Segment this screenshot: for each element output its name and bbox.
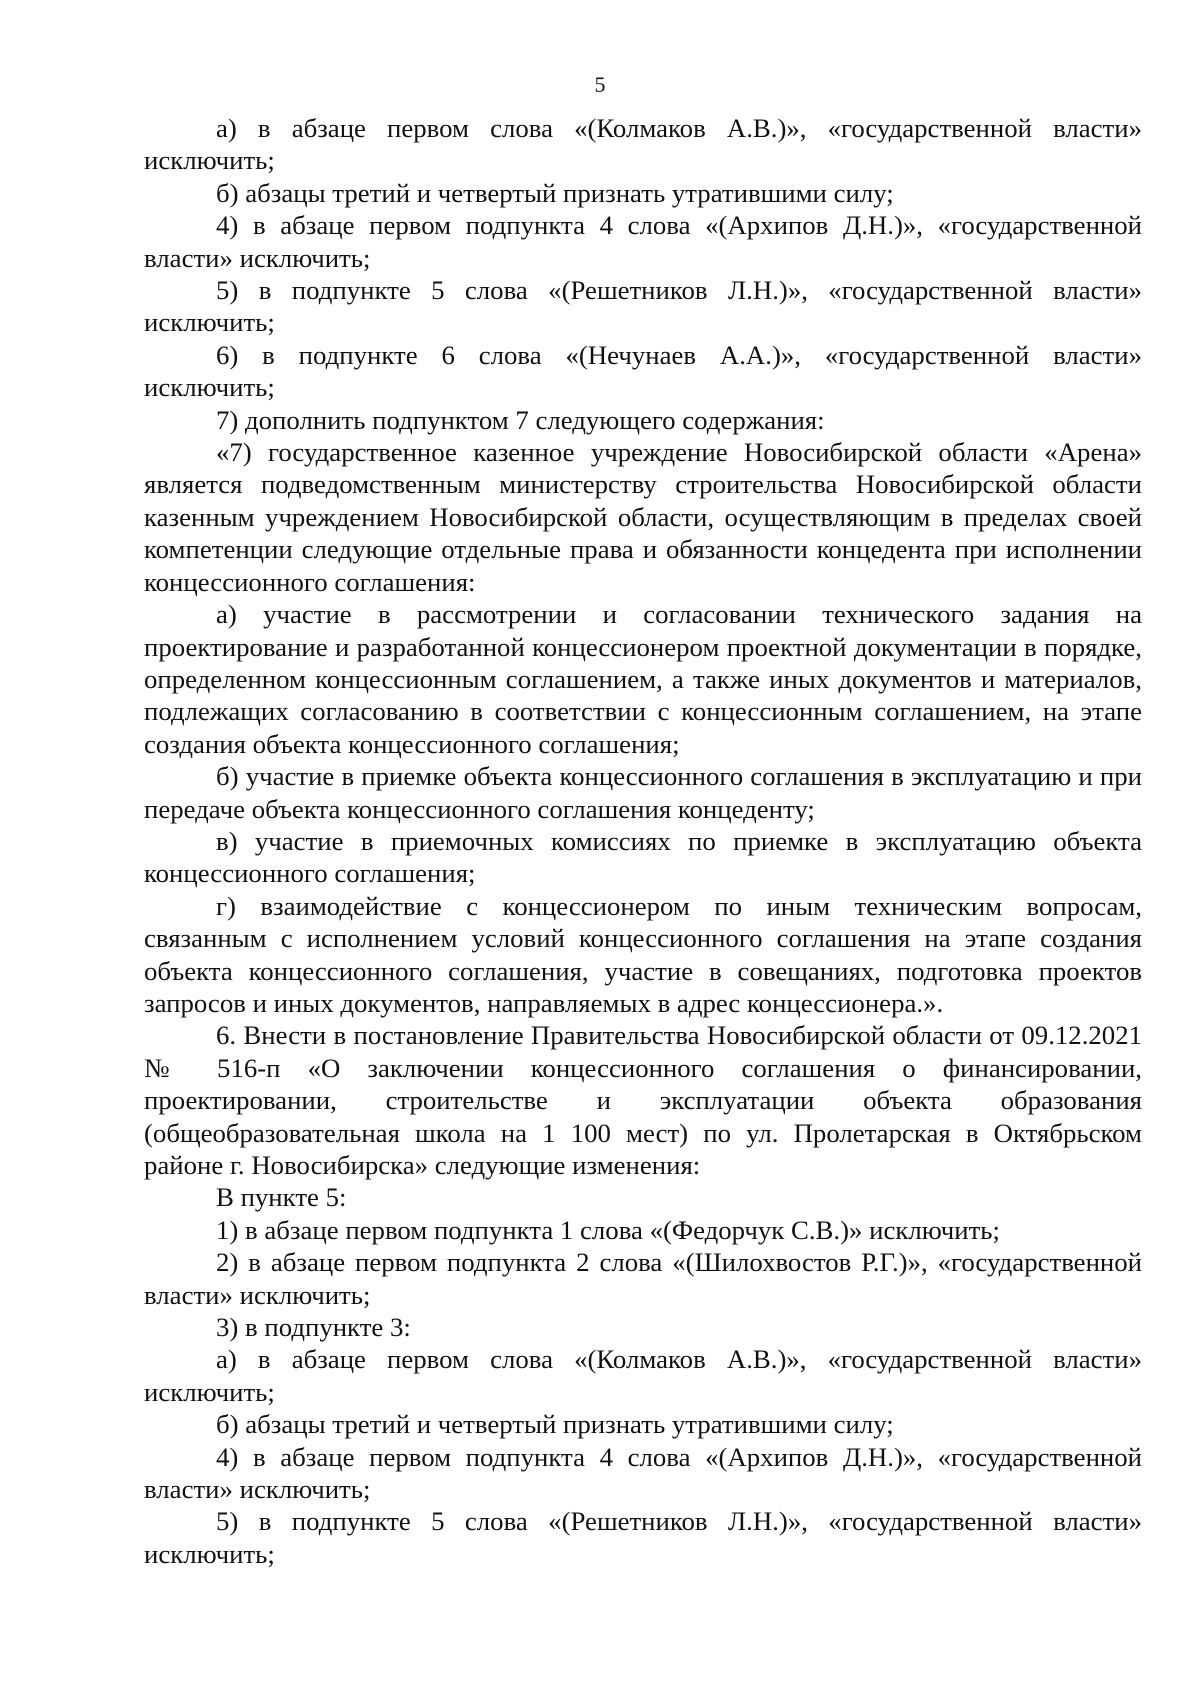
paragraph-7-dopolnit: 7) дополнить подпунктом 7 следующего содержания: — [216, 404, 825, 435]
page-number: 5 — [594, 72, 606, 97]
paragraph-6-vnesti: 6. Внести в постановление Правительства Новосибирской области от 09.12.2021 № 516-п «О заключении концессионного соглашения о финансировании, проектировании, строительстве и эксплуатации объекта образования (общеобразовательная школа на 1 100 мест) по ул. Пролетарская в Октябрьском районе г. Новосибирска» следующие изменения: — [144, 1020, 1142, 1180]
paragraph-7b-priemka: б) участие в приемке объекта концессионного соглашения в эксплуатацию и при передаче объекта концессионного соглашения концеденту; — [144, 761, 1142, 824]
paragraph-1-fedorchuk: 1) в абзаце первом подпункта 1 слова «(Федорчук С.В.)» исключить; — [216, 1214, 1000, 1245]
paragraph-7v-komissii: в) участие в приемочных комиссиях по приемке в эксплуатацию объекта концессионного соглашения; — [144, 825, 1142, 889]
paragraph-2-shilokhvostov: 2) в абзаце первом подпункта 2 слова «(Шилохвостов Р.Г.)», «государственной власти» исключить; — [144, 1247, 1142, 1310]
paragraph-4-arkhipov: 4) в абзаце первом подпункта 4 слова «(Архипов Д.Н.)», «государственной власти» исключить; — [144, 210, 1142, 273]
paragraph-3b-abzacy-2: б) абзацы третий и четвертый признать утратившими силу; — [216, 1409, 894, 1440]
paragraph-3a-kolmakov-2: а) в абзаце первом слова «(Колмаков А.В.)», «государственной власти» исключить; — [144, 1344, 1142, 1407]
paragraph-6-nechunaev: 6) в подпункте 6 слова «(Нечунаев А.А.)», «государственной власти» исключить; — [144, 339, 1142, 403]
paragraph-7a-uchastie: а) участие в рассмотрении и согласовании технического задания на проектирование и разработанной концессионером проектной документации в порядке, определенном концессионным соглашением, а также иных документов и материалов, подлежащих согласованию в соответствии с концессионным соглашением, на этапе создания объекта концессионного соглашения; — [144, 599, 1142, 759]
paragraph-7g-vzaimodeistvie: г) взаимодействие с концессионером по иным техническим вопросам, связанным с исполнением условий концессионного соглашения на этапе создания объекта концессионного соглашения, участие в совещаниях, подготовка проектов запросов и иных документов, направляемых в адрес концессионера.». — [144, 890, 1142, 1018]
document-body — [144, 112, 1142, 1570]
paragraph-7-arena-text: «7) государственное казенное учреждение Новосибирской области «Арена» является подведомственным министерству строительства Новосибирской области казенным учреждением Новосибирской области, осуществляющим в пределах своей компетенции следующие отдельные права и обязанности концедента при исполнении концессионного соглашения: — [144, 437, 1142, 597]
paragraph-3-podpunkt: 3) в подпункте 3: — [216, 1312, 411, 1343]
paragraph-v-punkte-5: В пункте 5: — [216, 1182, 347, 1213]
paragraph-3b-abzacy: б) абзацы третий и четвертый признать утратившими силу; — [216, 177, 894, 208]
paragraph-5-reshetnikov: 5) в подпункте 5 слова «(Решетников Л.Н.)», «государственной власти» исключить; — [144, 275, 1142, 338]
paragraph-3a-kolmakov: а) в абзаце первом слова «(Колмаков А.В.)», «государственной власти» исключить; — [144, 113, 1142, 176]
paragraph-5-reshetnikov-2: 5) в подпункте 5 слова «(Решетников Л.Н.)», «государственной власти» исключить; — [144, 1506, 1142, 1569]
paragraph-4-arkhipov-2: 4) в абзаце первом подпункта 4 слова «(Архипов Д.Н.)», «государственной власти» исключить; — [144, 1441, 1142, 1505]
